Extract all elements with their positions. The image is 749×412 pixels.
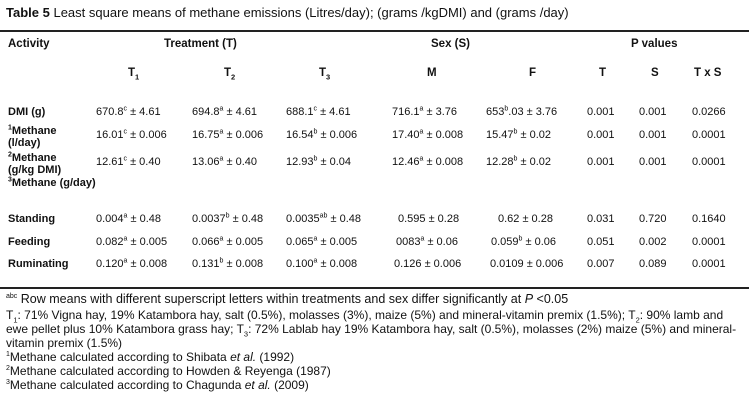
cell-standing-f: 0.62 ± 0.28 — [498, 213, 553, 225]
header-p-t: T — [599, 67, 607, 79]
cell-standing-pts: 0.1640 — [692, 213, 726, 225]
top-rule — [0, 30, 749, 32]
cell-standing-pt: 0.031 — [587, 213, 615, 225]
cell-dmi-f: $653^b.03 \pm 3.76$ — [486, 105, 558, 118]
cell-standing-t3: 0.0035$^{ab}$ ± 0.48 — [286, 212, 362, 225]
cell-feeding-t2: 0.066$^a$ ± 0.005 — [192, 235, 264, 248]
cell-feeding-pt: 0.051 — [587, 236, 615, 248]
cell-meth2-t1: 12.61$^c$ ± 0.40 — [96, 155, 161, 168]
cell-feeding-t1: 0.082$^a$ ± 0.005 — [96, 235, 168, 248]
cell-ruminating-pts: 0.0001 — [692, 258, 726, 270]
cell-meth2-m: 12.46$^a$ ± 0.008 — [392, 155, 464, 168]
footnote-ref-1: $^1$Methane calculated according to Shibata et al. (1992) — [6, 350, 295, 364]
row-label-methane-gday: $^3$Methane (g/day) — [8, 176, 96, 189]
header-p-values: P values — [631, 38, 678, 50]
header-t2: $T_2$ — [224, 67, 236, 82]
cell-standing-m: 0.595 ± 0.28 — [398, 213, 460, 225]
cell-feeding-ps: 0.002 — [639, 236, 667, 248]
cell-meth1-f: 15.47$^b$ ± 0.02 — [486, 128, 551, 141]
footnote-treatments: $T_1$: 71% Vigna hay, 19% Katambora hay, salt (0.5%), molasses (3%), maize (5%) and mineral-vitamin premix (1.5%); $T_2$: 90% lamb and ewe pellet plus 10% Katambora grass hay; $T_3$: 72% Lablab hay 19% Katambora hay, salt (0.5%), molasses (2%) maize (5%) and mineral-vitamin premix (1.5%) — [6, 308, 737, 350]
header-p-s: S — [651, 67, 659, 79]
cell-meth1-ps: 0.001 — [639, 129, 667, 141]
cell-dmi-pt: 0.001 — [587, 106, 615, 118]
footnote-ref-2: $^2$Methane calculated according to Howden & Reyenga (1987) — [6, 364, 331, 378]
bottom-rule — [0, 287, 749, 289]
cell-ruminating-t3: 0.100$^a$ ± 0.008 — [286, 257, 358, 270]
cell-ruminating-ps: 0.089 — [639, 258, 667, 270]
footnote-ref-3: $^3$Methane calculated according to Chagunda et al. (2009) — [6, 378, 309, 392]
cell-meth1-t1: 16.01$^c$ ± 0.006 — [96, 128, 167, 141]
cell-dmi-t1: 670.8$^c$ ± 4.61 — [96, 105, 161, 118]
cell-meth1-pts: 0.0001 — [692, 129, 726, 141]
cell-standing-t2: 0.0037$^b$ ± 0.48 — [192, 212, 264, 225]
cell-meth1-t2: 16.75$^a$ ± 0.006 — [192, 128, 264, 141]
row-label-ruminating: Ruminating — [8, 258, 69, 270]
table-number: Table 5 — [6, 5, 50, 20]
header-p-txs: T x S — [694, 67, 722, 79]
cell-meth2-f: 12.28$^b$ ± 0.02 — [486, 155, 551, 168]
cell-meth2-t2: 13.06$^a$ ± 0.40 — [192, 155, 257, 168]
header-treatment: Treatment (T) — [164, 38, 237, 50]
row-label-methane-lday: $^1$Methane (l/day) — [8, 124, 57, 149]
cell-meth1-m: 17.40$^a$ ± 0.008 — [392, 128, 464, 141]
header-male: M — [427, 67, 437, 79]
table-footnotes — [6, 292, 746, 392]
table-caption: Least square means of methane emissions (Litres/day); (grams /kgDMI) and (grams /day) — [53, 5, 569, 20]
cell-dmi-m: 716.1$^a$ ± 3.76 — [392, 105, 457, 118]
cell-ruminating-f: 0.0109 ± 0.006 — [490, 258, 564, 270]
cell-meth2-t3: 12.93$^b$ ± 0.04 — [286, 155, 351, 168]
cell-feeding-t3: 0.065$^a$ ± 0.005 — [286, 235, 358, 248]
header-sex: Sex (S) — [431, 38, 470, 50]
table-title — [6, 5, 569, 20]
row-label-dmi: DMI (g) — [8, 106, 46, 118]
cell-meth2-pt: 0.001 — [587, 156, 615, 168]
row-label-standing: Standing — [8, 213, 56, 225]
cell-standing-t1: 0.004$^a$ ± 0.48 — [96, 212, 161, 225]
cell-ruminating-m: 0.126 ± 0.006 — [394, 258, 462, 270]
cell-dmi-t2: 694.8$^a$ ± 4.61 — [192, 105, 257, 118]
cell-ruminating-t2: 0.131$^b$ ± 0.008 — [192, 257, 264, 270]
header-t3: $T_3$ — [319, 67, 331, 82]
row-label-feeding: Feeding — [8, 236, 51, 248]
cell-standing-ps: 0.720 — [639, 213, 667, 225]
cell-meth1-t3: 16.54$^b$ ± 0.006 — [286, 128, 358, 141]
header-t1: $T_1$ — [128, 67, 140, 82]
header-activity: Activity — [8, 38, 50, 50]
footnote-significance: $^{abc}$ Row means with different superscript letters within treatments and sex differ significantly at P <0.05 — [6, 292, 569, 306]
cell-ruminating-t1: 0.120$^a$ ± 0.008 — [96, 257, 168, 270]
cell-dmi-ps: 0.001 — [639, 106, 667, 118]
cell-feeding-f: 0.059$^b$ ± 0.06 — [491, 235, 556, 248]
cell-dmi-t3: 688.1$^c$ ± 4.61 — [286, 105, 351, 118]
header-female: F — [529, 67, 537, 79]
cell-feeding-m: $0083^a \pm 0.06$ — [396, 235, 458, 248]
cell-feeding-pts: 0.0001 — [692, 236, 726, 248]
cell-meth1-pt: 0.001 — [587, 129, 615, 141]
cell-meth2-pts: 0.0001 — [692, 156, 726, 168]
cell-meth2-ps: 0.001 — [639, 156, 667, 168]
row-label-methane-gkgdmi: $^2$Methane (g/kg DMI) — [8, 151, 62, 176]
cell-dmi-pts: 0.0266 — [692, 106, 726, 118]
cell-ruminating-pt: 0.007 — [587, 258, 615, 270]
